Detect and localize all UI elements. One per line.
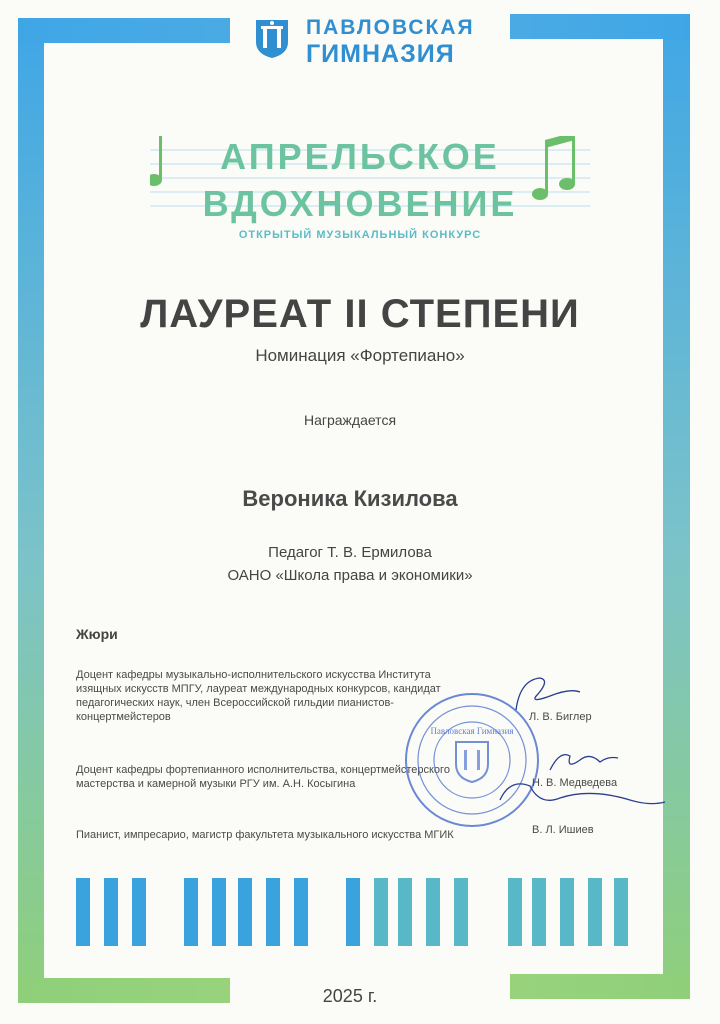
piano-key <box>294 878 308 946</box>
jury-member-2-name: Н. В. Медведева <box>532 777 618 789</box>
recipient-school: ОАНО «Школа права и экономики» <box>227 567 473 584</box>
piano-key <box>508 878 522 946</box>
piano-key <box>426 878 440 946</box>
recipient-name: Вероника Кизилова <box>242 486 458 511</box>
stamp-text: Павловская Гимназия <box>430 726 514 736</box>
signatures <box>480 660 670 840</box>
jury-member-1-description: Доцент кафедры музыкально-исполнительского искусства Института изящных искусств МПГУ, лауреат международных конкурсов, кандидат педагогических наук, член Всероссийской гильдии пианистов-концертмейстеров <box>76 669 441 723</box>
piano-key <box>614 878 628 946</box>
gymnasium-logo <box>250 12 475 68</box>
jury-member-1-name: Л. В. Биглер <box>529 711 592 723</box>
frame-top-left <box>18 18 230 43</box>
award-title: ЛАУРЕАТ II СТЕПЕНИ <box>140 292 580 336</box>
certificate-year: 2025 г. <box>322 986 378 1006</box>
piano-key <box>238 878 252 946</box>
piano-key <box>454 878 468 946</box>
jury-member-3-description: Пианист, импресарио, магистр факультета музыкального искусства МГИК <box>76 829 454 841</box>
gymnasium-shield-icon <box>250 16 294 60</box>
jury-member-3-name: В. Л. Ишиев <box>532 824 594 836</box>
piano-key <box>212 878 226 946</box>
piano-key <box>560 878 574 946</box>
piano-key <box>132 878 146 946</box>
piano-key <box>266 878 280 946</box>
piano-key <box>532 878 546 946</box>
piano-key <box>184 878 198 946</box>
recipient-teacher: Педагог Т. В. Ермилова <box>268 544 432 561</box>
piano-key <box>104 878 118 946</box>
piano-key <box>398 878 412 946</box>
piano-key <box>76 878 90 946</box>
piano-keys <box>48 878 660 948</box>
piano-key <box>374 878 388 946</box>
frame-top-right <box>510 14 690 39</box>
contest-title-line-1: АПРЕЛЬСКОЕ <box>220 136 500 177</box>
contest-title-line-2: ВДОХНОВЕНИЕ <box>202 183 518 224</box>
contest-subtitle: ОТКРЫТЫЙ МУЗЫКАЛЬНЫЙ КОНКУРС <box>238 229 482 241</box>
piano-key <box>588 878 602 946</box>
logo-line-2: ГИМНАЗИЯ <box>306 40 455 68</box>
jury-heading: Жюри <box>76 626 118 642</box>
piano-key <box>346 878 360 946</box>
jury-member-2-description: Доцент кафедры фортепианного исполнительства, концертмейстерского мастерства и камерной музыки РГУ им. А.Н. Косыгина <box>76 764 450 790</box>
logo-line-1: ПАВЛОВСКАЯ <box>306 16 475 39</box>
awarded-label: Награждается <box>303 412 397 428</box>
award-nomination: Номинация «Фортепиано» <box>255 346 465 365</box>
